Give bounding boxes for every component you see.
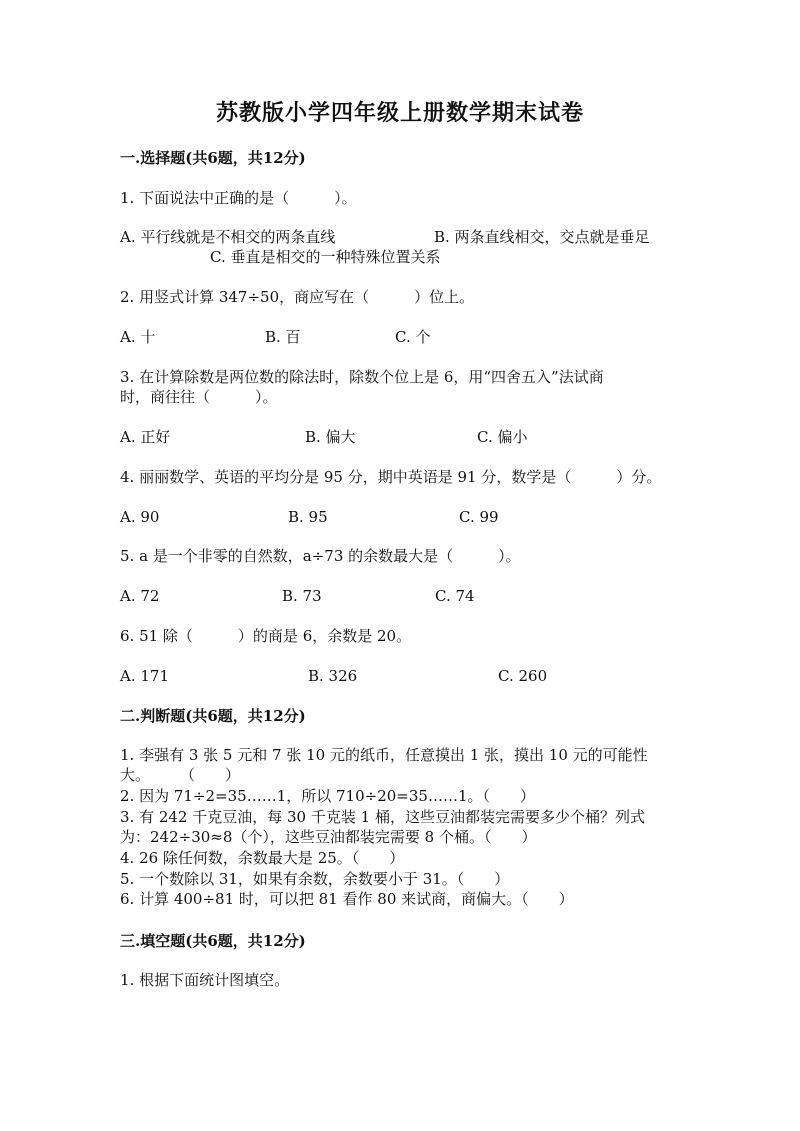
question-stem: 6. 51 除（ ）的商是 6，余数是 20。 bbox=[120, 627, 412, 645]
section-heading-fill-blank: 三.填空题(共6题，共12分) bbox=[120, 932, 306, 950]
option-c: C. 99 bbox=[459, 508, 499, 526]
option-a: A. 171 bbox=[120, 667, 169, 685]
section-heading-judgement: 二.判断题(共6题，共12分) bbox=[120, 707, 306, 725]
option-c: C. 个 bbox=[395, 328, 431, 346]
question-stem-line1: 3. 在计算除数是两位数的除法时，除数个位上是 6，用“四舍五入”法试商 bbox=[120, 368, 604, 386]
question-stem: 4. 丽丽数学、英语的平均分是 95 分，期中英语是 91 分，数学是（ ）分。 bbox=[120, 468, 662, 486]
option-b: B. 95 bbox=[288, 508, 328, 526]
option-b: B. 偏大 bbox=[305, 428, 356, 446]
judgement-item: 1. 李强有 3 张 5 元和 7 张 10 元的纸币，任意摸出 1 张，摸出 10 元的可能性 bbox=[120, 746, 648, 764]
option-b: B. 73 bbox=[282, 587, 322, 605]
option-a: A. 正好 bbox=[120, 428, 171, 446]
option-c: C. 74 bbox=[435, 587, 475, 605]
option-a: A. 十 bbox=[120, 328, 156, 346]
judgement-item: 为：242÷30≈8（个），这些豆油都装完需要 8 个桶。（ ） bbox=[120, 828, 537, 846]
question-stem-line2: 时，商往往（ ）。 bbox=[120, 388, 278, 406]
option-b: B. 两条直线相交，交点就是垂足 bbox=[434, 228, 650, 246]
judgement-item: 3. 有 242 千克豆油，每 30 千克装 1 桶，这些豆油都装完需要多少个桶？列式 bbox=[120, 808, 645, 826]
judgement-item: 5. 一个数除以 31，如果有余数，余数要小于 31。（ ） bbox=[120, 870, 510, 888]
option-b: B. 百 bbox=[265, 328, 301, 346]
section-heading-choice: 一.选择题(共6题，共12分) bbox=[120, 149, 306, 167]
judgement-item: 6. 计算 400÷81 时，可以把 81 看作 80 来试商，商偏大。（ ） bbox=[120, 890, 574, 908]
option-c: C. 垂直是相交的一种特殊位置关系 bbox=[210, 248, 441, 266]
option-c: C. 偏小 bbox=[477, 428, 528, 446]
judgement-item: 大。 （ ） bbox=[120, 766, 241, 784]
question-stem: 1. 根据下面统计图填空。 bbox=[120, 971, 290, 989]
option-b: B. 326 bbox=[308, 667, 358, 685]
question-stem: 5. a 是一个非零的自然数，a÷73 的余数最大是（ ）。 bbox=[120, 547, 521, 565]
question-stem: 1. 下面说法中正确的是（ ）。 bbox=[120, 189, 357, 207]
option-c: C. 260 bbox=[498, 667, 548, 685]
judgement-item: 2. 因为 71÷2=35……1，所以 710÷20=35……1。（ ） bbox=[120, 787, 535, 805]
option-a: A. 平行线就是不相交的两条直线 bbox=[120, 228, 336, 246]
judgement-item: 4. 26 除任何数，余数最大是 25。（ ） bbox=[120, 849, 405, 867]
page-title: 苏教版小学四年级上册数学期末试卷 bbox=[215, 100, 584, 126]
option-a: A. 72 bbox=[120, 587, 160, 605]
option-a: A. 90 bbox=[120, 508, 160, 526]
question-stem: 2. 用竖式计算 347÷50，商应写在（ ）位上。 bbox=[120, 288, 475, 306]
